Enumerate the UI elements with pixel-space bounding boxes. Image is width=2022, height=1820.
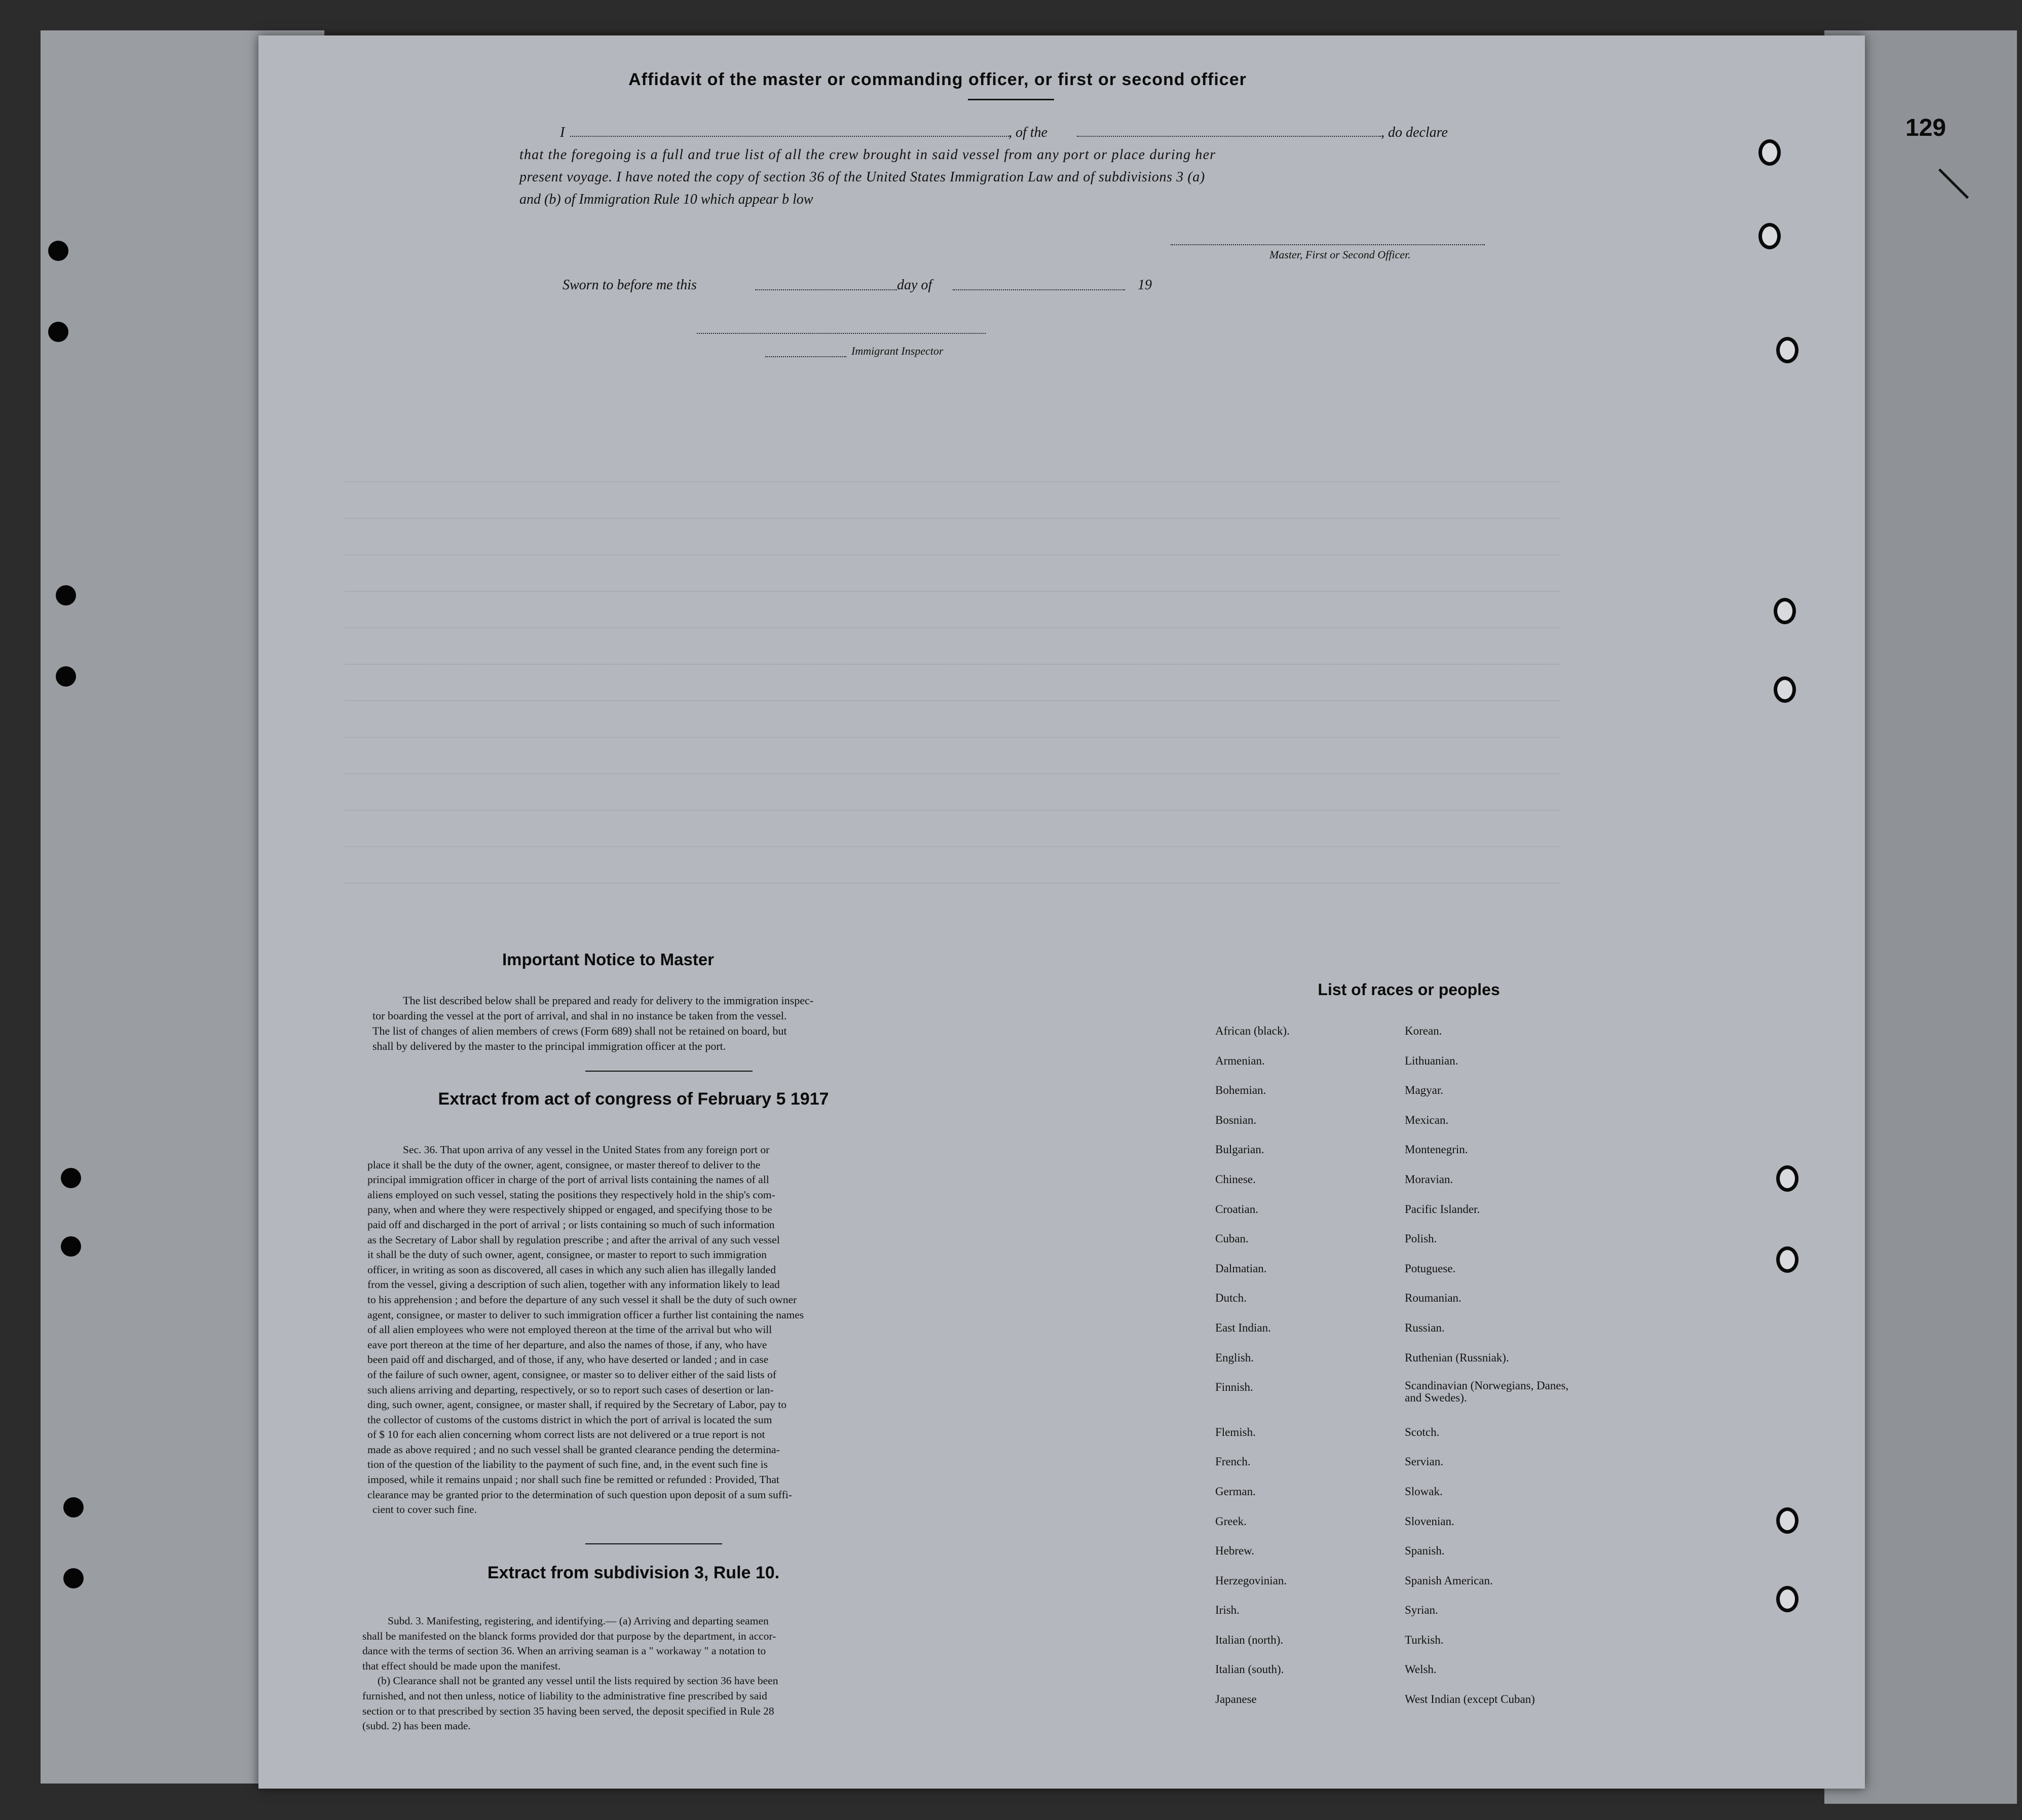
act-line: pany, when and where they were respectively shipped or engaged, and specifying those to be — [367, 1203, 772, 1216]
act-extract-text — [367, 1143, 945, 1518]
race-item: Lithuanian. — [1405, 1054, 1458, 1067]
race-item: Bohemian. — [1215, 1084, 1266, 1097]
race-item: Armenian. — [1215, 1054, 1265, 1067]
notice-title: Important Notice to Master — [502, 950, 715, 969]
sworn-year: 19 — [1138, 277, 1152, 293]
act-line: imposed, while it remains unpaid ; nor shall such fine be remitted or refunded : Provided, That — [367, 1473, 779, 1486]
race-item: Irish. — [1215, 1604, 1240, 1617]
race-item: Croatian. — [1215, 1202, 1258, 1216]
act-line: such aliens arriving and departing, respectively, or so to report such cases of desertion or lan- — [367, 1383, 774, 1396]
races-title: List of races or peoples — [1318, 980, 1500, 999]
race-item: Dalmatian. — [1215, 1262, 1267, 1275]
race-item: East Indian. — [1215, 1321, 1271, 1334]
binder-hole — [48, 241, 68, 261]
notice-line: The list described below shall be prepared and ready for delivery to the immigration inspec- — [403, 994, 814, 1007]
rule-line: section or to that prescribed by section 35 having been served, the deposit specified in Rule 28 — [362, 1704, 774, 1717]
binder-hole — [56, 666, 76, 687]
act-line: agent, consignee, or master to deliver to such immigration officer a further list containing the names — [367, 1308, 804, 1321]
affidavit-line4: and (b) of Immigration Rule 10 which appear b low — [519, 192, 813, 207]
binder-hole — [61, 1168, 81, 1188]
races-list-right — [1405, 1023, 1597, 1722]
act-line: of all alien employees who were not employed thereon at the time of the arrival but who will — [367, 1323, 772, 1336]
race-item: Japanese — [1215, 1693, 1257, 1706]
act-line: eave port thereon at the time of her departure, and also the names of those, if any, who have — [367, 1338, 767, 1351]
notice-line: The list of changes of alien members of crews (Form 689) shall not be retained on board, but — [372, 1025, 787, 1037]
race-item: Spanish American. — [1405, 1574, 1493, 1587]
race-item: Finnish. — [1215, 1381, 1253, 1394]
race-item — [1215, 1410, 1398, 1425]
race-item: Flemish. — [1215, 1425, 1256, 1438]
inspector-field[interactable] — [765, 356, 846, 357]
act-line: from the vessel, giving a description of such alien, together with any information likely to lead — [367, 1278, 780, 1291]
act-line: tion of the question of the liability to the payment of such fine, and, in the event such fine is — [367, 1458, 768, 1471]
rule-line: (b) Clearance shall not be granted any vessel until the lists required by section 36 have been — [378, 1675, 778, 1687]
vessel-field[interactable] — [1077, 136, 1381, 137]
race-item: French. — [1215, 1455, 1251, 1468]
act-line: to his apprehension ; and before the departure of any such vessel it shall be the duty of such owner — [367, 1293, 797, 1306]
act-line: the collector of customs of the customs district in which the port of arrival is located the sum — [367, 1413, 772, 1426]
race-item: Bulgarian. — [1215, 1143, 1264, 1156]
rule-line: shall be manifested on the blanck forms provided dor that purpose by the department, in accor- — [362, 1629, 776, 1642]
rule-line: (subd. 2) has been made. — [362, 1720, 471, 1732]
race-item: Scandinavian (Norwegians, Danes, and Swedes). — [1405, 1379, 1569, 1405]
race-item: Korean. — [1405, 1025, 1442, 1037]
race-item: Italian (south). — [1215, 1663, 1284, 1676]
signature-field[interactable] — [1171, 244, 1485, 245]
signature-label: Master, First or Second Officer. — [1269, 248, 1411, 261]
rule-line: dance with the terms of section 36. When an arriving seaman is a " workaway " a notation to — [362, 1645, 766, 1657]
race-item: Chinese. — [1215, 1172, 1256, 1186]
act-line: aliens employed on such vessel, stating the positions they respectively hold in the ship's com- — [367, 1188, 775, 1201]
binder-hole — [63, 1497, 84, 1518]
binder-ring — [1776, 1586, 1799, 1612]
sworn-month-field[interactable] — [953, 289, 1125, 290]
act-line: principal immigration officer in charge of the port of arrival lists containing the names of all — [367, 1173, 769, 1186]
binder-hole — [56, 585, 76, 605]
act-line: officer, in writing as soon as discovered, all cases in which any such alien has illegally landed — [367, 1263, 776, 1276]
race-item: Magyar. — [1405, 1084, 1444, 1097]
act-line: been paid off and discharged, and of those, if any, who have deserted or landed ; and in case — [367, 1353, 769, 1366]
race-item: Scotch. — [1405, 1425, 1440, 1438]
binder-hole — [63, 1568, 84, 1588]
name-field[interactable] — [570, 136, 1011, 137]
race-item: Italian (north). — [1215, 1633, 1284, 1646]
sworn-day-field[interactable] — [755, 289, 897, 290]
binder-ring — [1776, 1246, 1799, 1273]
race-item: Moravian. — [1405, 1172, 1453, 1186]
race-item: Greek. — [1215, 1514, 1247, 1528]
section-rule — [585, 1543, 722, 1544]
inspector-label: Immigrant Inspector — [851, 345, 944, 357]
race-item: Potuguese. — [1405, 1262, 1456, 1275]
act-line: Sec. 36. That upon arriva of any vessel in the United States from any foreign port or — [403, 1144, 770, 1156]
act-line: paid off and discharged in the port of arrival ; or lists containing so much of such information — [367, 1218, 775, 1231]
binder-hole — [61, 1236, 81, 1257]
binder-ring — [1776, 1507, 1799, 1534]
binder-ring — [1758, 223, 1781, 249]
sworn-day-label: day of — [897, 277, 932, 293]
binder-ring — [1776, 1165, 1799, 1192]
act-line: clearance may be granted prior to the determination of such question upon deposit of a sum suffi- — [367, 1488, 792, 1501]
act-line: cient to cover such fine. — [372, 1503, 477, 1516]
act-line: it shall be the duty of such owner, agent, consignee, or master to report to such immigration — [367, 1248, 767, 1261]
race-item: Cuban. — [1215, 1232, 1249, 1245]
race-item: West Indian (except Cuban) — [1405, 1693, 1535, 1706]
affidavit-line2: that the foregoing is a full and true list of all the crew brought in said vessel from any port or place during her — [519, 147, 1216, 163]
race-item: Slovenian. — [1405, 1514, 1454, 1528]
affidavit-line1-declare: , do declare — [1381, 125, 1448, 140]
affidavit-line1-of-the: , of the — [1008, 125, 1047, 140]
notice-line: shall by delivered by the master to the principal immigration officer at the port. — [372, 1040, 726, 1052]
race-item: Ruthenian (Russniak). — [1405, 1351, 1509, 1364]
race-item — [1405, 1410, 1597, 1425]
binder-ring — [1774, 676, 1796, 703]
rule-extract-title: Extract from subdivision 3, Rule 10. — [487, 1563, 780, 1582]
inspector-signature-field[interactable] — [697, 333, 986, 334]
binder-hole — [48, 322, 68, 342]
rule-line: furnished, and not then unless, notice of liability to the administrative fine prescribed by said — [362, 1689, 767, 1702]
rule-extract-text — [362, 1614, 945, 1734]
rule-line: Subd. 3. Manifesting, registering, and identifying.— (a) Arriving and departing seamen — [388, 1615, 769, 1627]
bleed-through-marks — [345, 446, 1612, 953]
race-item: Slowak. — [1405, 1485, 1443, 1498]
race-item: German. — [1215, 1485, 1256, 1498]
race-item: Mexican. — [1405, 1113, 1449, 1126]
notice-line: tor boarding the vessel at the port of arrival, and shal in no instance be taken from the vessel. — [372, 1009, 787, 1022]
notice-text — [372, 993, 965, 1054]
race-item: Bosnian. — [1215, 1113, 1257, 1126]
affidavit-title: Affidavit of the master or commanding officer, or first or second officer — [628, 70, 1247, 89]
affidavit-line3: present voyage. I have noted the copy of section 36 of the United States Immigration Law and of subdivisions 3 (a) — [519, 169, 1205, 185]
act-line: as the Secretary of Labor shall by regulation prescribe ; and after the arrival of any such vessel — [367, 1233, 780, 1246]
race-item: Hebrew. — [1215, 1544, 1255, 1558]
race-item: African (black). — [1215, 1025, 1290, 1037]
act-line: of $ 10 for each alien concerning whom correct lists are not delivered or a true report is not — [367, 1428, 765, 1441]
page-number: 129 — [1905, 115, 1946, 141]
affidavit-line1-i: I — [560, 125, 565, 140]
act-line: place it shall be the duty of the owner, agent, consignee, or master thereof to deliver to the — [367, 1158, 761, 1171]
binder-ring — [1758, 139, 1781, 166]
act-extract-title: Extract from act of congress of February 5 1917 — [438, 1089, 829, 1109]
sworn-prefix: Sworn to before me this — [563, 277, 697, 293]
races-list-left — [1215, 1023, 1398, 1722]
binder-ring — [1774, 598, 1796, 624]
rule-line: that effect should be made upon the manifest. — [362, 1659, 561, 1672]
race-item: English. — [1215, 1351, 1254, 1364]
race-item: Servian. — [1405, 1455, 1444, 1468]
title-rule — [968, 99, 1054, 100]
race-item: Russian. — [1405, 1321, 1445, 1334]
race-item: Polish. — [1405, 1232, 1437, 1245]
race-item: Syrian. — [1405, 1604, 1438, 1617]
race-item: Montenegrin. — [1405, 1143, 1468, 1156]
race-item: Dutch. — [1215, 1292, 1247, 1305]
race-item: Spanish. — [1405, 1544, 1445, 1558]
act-line: made as above required ; and no such vessel shall be granted clearance pending the determina- — [367, 1443, 780, 1456]
binder-ring — [1776, 337, 1799, 363]
race-item: Turkish. — [1405, 1633, 1444, 1646]
race-item: Welsh. — [1405, 1663, 1437, 1676]
race-item: Roumanian. — [1405, 1292, 1462, 1305]
section-rule — [585, 1071, 753, 1072]
act-line: ding, such owner, agent, consignee, or master shall, if required by the Secretary of Labor, pay to — [367, 1398, 787, 1411]
race-item: Pacific Islander. — [1405, 1202, 1480, 1216]
act-line: of the failure of such owner, agent, consignee, or master so to deliver either of the said lists of — [367, 1368, 776, 1381]
race-item: Herzegovinian. — [1215, 1574, 1287, 1587]
